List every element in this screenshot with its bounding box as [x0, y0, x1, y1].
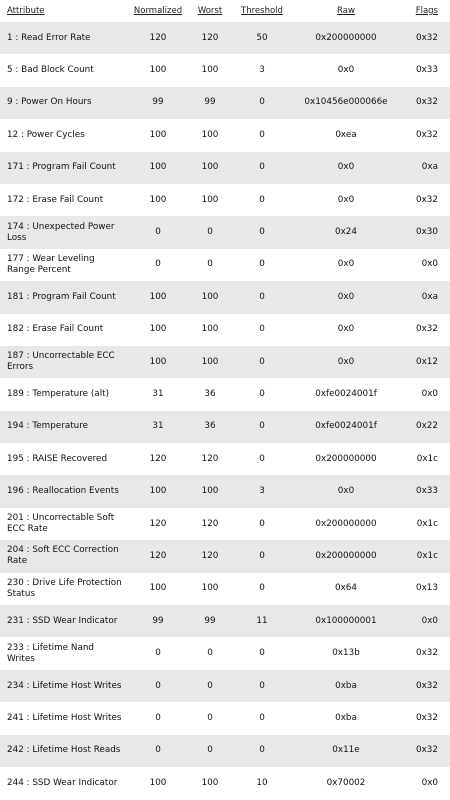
cell-normalized: 99	[128, 605, 188, 637]
cell-raw: 0x0	[292, 184, 400, 216]
cell-normalized: 100	[128, 573, 188, 605]
cell-normalized: 100	[128, 475, 188, 507]
cell-attribute: 9 : Power On Hours	[0, 87, 128, 119]
cell-worst: 120	[188, 443, 232, 475]
cell-flags: 0x30	[400, 216, 450, 248]
cell-raw: 0x0	[292, 281, 400, 313]
cell-worst: 0	[188, 216, 232, 248]
table-row	[0, 605, 450, 637]
cell-worst: 0	[188, 670, 232, 702]
cell-threshold: 10	[232, 767, 292, 799]
table-row	[0, 54, 450, 86]
table-row	[0, 475, 450, 507]
cell-normalized: 99	[128, 87, 188, 119]
cell-worst: 100	[188, 346, 232, 378]
cell-flags: 0x32	[400, 314, 450, 346]
cell-attribute: 12 : Power Cycles	[0, 119, 128, 151]
cell-raw: 0xfe0024001f	[292, 378, 400, 410]
cell-attribute: 201 : Uncorrectable Soft ECC Rate	[0, 508, 128, 540]
cell-raw: 0x0	[292, 54, 400, 86]
cell-normalized: 0	[128, 702, 188, 734]
cell-flags: 0x33	[400, 54, 450, 86]
cell-raw: 0x0	[292, 475, 400, 507]
header-attribute[interactable]: Attribute	[7, 6, 45, 16]
cell-raw: 0x24	[292, 216, 400, 248]
header-worst[interactable]: Worst	[197, 6, 223, 16]
cell-worst: 100	[188, 184, 232, 216]
cell-flags: 0x32	[400, 637, 450, 669]
cell-threshold: 0	[232, 378, 292, 410]
cell-flags: 0x32	[400, 735, 450, 767]
cell-flags: 0x12	[400, 346, 450, 378]
cell-threshold: 0	[232, 540, 292, 572]
cell-worst: 0	[188, 637, 232, 669]
cell-normalized: 100	[128, 184, 188, 216]
cell-flags: 0x0	[400, 378, 450, 410]
table-row	[0, 573, 450, 605]
cell-raw: 0x200000000	[292, 443, 400, 475]
cell-raw: 0x70002	[292, 767, 400, 799]
cell-flags: 0x32	[400, 184, 450, 216]
cell-worst: 100	[188, 152, 232, 184]
cell-threshold: 11	[232, 605, 292, 637]
cell-worst: 100	[188, 475, 232, 507]
cell-raw: 0x64	[292, 573, 400, 605]
cell-normalized: 100	[128, 152, 188, 184]
cell-raw: 0x0	[292, 249, 400, 281]
table-row	[0, 637, 450, 669]
cell-normalized: 31	[128, 411, 188, 443]
cell-threshold: 0	[232, 637, 292, 669]
cell-raw: 0x0	[292, 314, 400, 346]
cell-normalized: 0	[128, 216, 188, 248]
table-row	[0, 87, 450, 119]
cell-normalized: 100	[128, 119, 188, 151]
cell-threshold: 0	[232, 152, 292, 184]
cell-normalized: 0	[128, 249, 188, 281]
cell-flags: 0x13	[400, 573, 450, 605]
cell-worst: 100	[188, 281, 232, 313]
cell-worst: 120	[188, 540, 232, 572]
cell-threshold: 0	[232, 87, 292, 119]
cell-threshold: 0	[232, 573, 292, 605]
table-header-row	[0, 0, 450, 22]
cell-raw: 0x200000000	[292, 508, 400, 540]
cell-attribute: 231 : SSD Wear Indicator	[0, 605, 128, 637]
table-row	[0, 735, 450, 767]
cell-flags: 0x32	[400, 119, 450, 151]
cell-raw: 0xfe0024001f	[292, 411, 400, 443]
cell-attribute: 177 : Wear Leveling Range Percent	[0, 249, 128, 281]
cell-worst: 0	[188, 249, 232, 281]
cell-attribute: 194 : Temperature	[0, 411, 128, 443]
cell-normalized: 120	[128, 443, 188, 475]
cell-raw: 0x13b	[292, 637, 400, 669]
cell-normalized: 100	[128, 54, 188, 86]
cell-attribute: 233 : Lifetime Nand Writes	[0, 637, 128, 669]
cell-flags: 0x32	[400, 670, 450, 702]
cell-raw: 0x0	[292, 346, 400, 378]
cell-attribute: 234 : Lifetime Host Writes	[0, 670, 128, 702]
cell-raw: 0x100000001	[292, 605, 400, 637]
header-flags[interactable]: Flags	[415, 6, 438, 16]
cell-attribute: 1 : Read Error Rate	[0, 22, 128, 54]
cell-normalized: 0	[128, 735, 188, 767]
cell-normalized: 100	[128, 767, 188, 799]
cell-threshold: 0	[232, 508, 292, 540]
table-row	[0, 249, 450, 281]
cell-threshold: 0	[232, 346, 292, 378]
cell-worst: 100	[188, 573, 232, 605]
cell-worst: 0	[188, 702, 232, 734]
cell-attribute: 196 : Reallocation Events	[0, 475, 128, 507]
cell-flags: 0x1c	[400, 443, 450, 475]
cell-threshold: 50	[232, 22, 292, 54]
cell-normalized: 120	[128, 508, 188, 540]
cell-worst: 100	[188, 54, 232, 86]
table-body	[0, 22, 450, 799]
cell-raw: 0x200000000	[292, 22, 400, 54]
cell-threshold: 0	[232, 670, 292, 702]
cell-flags: 0x33	[400, 475, 450, 507]
cell-normalized: 0	[128, 670, 188, 702]
cell-flags: 0x32	[400, 22, 450, 54]
header-normalized[interactable]: Normalized	[133, 6, 183, 16]
table-row	[0, 152, 450, 184]
cell-flags: 0x0	[400, 605, 450, 637]
cell-attribute: 244 : SSD Wear Indicator	[0, 767, 128, 799]
table-row	[0, 314, 450, 346]
cell-attribute: 182 : Erase Fail Count	[0, 314, 128, 346]
cell-raw: 0x0	[292, 152, 400, 184]
cell-raw: 0xea	[292, 119, 400, 151]
cell-attribute: 174 : Unexpected Power Loss	[0, 216, 128, 248]
table-row	[0, 22, 450, 54]
cell-worst: 120	[188, 508, 232, 540]
cell-threshold: 0	[232, 216, 292, 248]
cell-flags: 0x22	[400, 411, 450, 443]
cell-flags: 0x32	[400, 702, 450, 734]
cell-worst: 0	[188, 735, 232, 767]
cell-flags: 0xa	[400, 152, 450, 184]
cell-attribute: 181 : Program Fail Count	[0, 281, 128, 313]
cell-threshold: 0	[232, 119, 292, 151]
cell-normalized: 31	[128, 378, 188, 410]
cell-attribute: 171 : Program Fail Count	[0, 152, 128, 184]
table-row	[0, 378, 450, 410]
cell-raw: 0x200000000	[292, 540, 400, 572]
cell-attribute: 204 : Soft ECC Correction Rate	[0, 540, 128, 572]
cell-threshold: 0	[232, 314, 292, 346]
cell-normalized: 100	[128, 346, 188, 378]
cell-threshold: 0	[232, 443, 292, 475]
cell-flags: 0xa	[400, 281, 450, 313]
cell-worst: 100	[188, 119, 232, 151]
cell-threshold: 0	[232, 735, 292, 767]
header-threshold[interactable]: Threshold	[241, 6, 283, 16]
cell-attribute: 195 : RAISE Recovered	[0, 443, 128, 475]
cell-normalized: 120	[128, 22, 188, 54]
cell-attribute: 187 : Uncorrectable ECC Errors	[0, 346, 128, 378]
header-raw[interactable]: Raw	[337, 6, 355, 16]
cell-flags: 0x32	[400, 87, 450, 119]
cell-threshold: 0	[232, 702, 292, 734]
cell-flags: 0x0	[400, 249, 450, 281]
table-row	[0, 411, 450, 443]
cell-threshold: 0	[232, 281, 292, 313]
cell-attribute: 189 : Temperature (alt)	[0, 378, 128, 410]
cell-threshold: 0	[232, 249, 292, 281]
cell-raw: 0xba	[292, 670, 400, 702]
cell-worst: 36	[188, 411, 232, 443]
cell-threshold: 3	[232, 54, 292, 86]
cell-threshold: 0	[232, 411, 292, 443]
cell-worst: 99	[188, 87, 232, 119]
table-row	[0, 702, 450, 734]
table-row	[0, 281, 450, 313]
table-row	[0, 346, 450, 378]
cell-worst: 100	[188, 767, 232, 799]
cell-raw: 0x10456e000066e	[292, 87, 400, 119]
cell-threshold: 0	[232, 184, 292, 216]
cell-attribute: 172 : Erase Fail Count	[0, 184, 128, 216]
cell-flags: 0x1c	[400, 508, 450, 540]
table-row	[0, 184, 450, 216]
cell-raw: 0x11e	[292, 735, 400, 767]
table-row	[0, 216, 450, 248]
table-row	[0, 670, 450, 702]
cell-attribute: 5 : Bad Block Count	[0, 54, 128, 86]
cell-attribute: 241 : Lifetime Host Writes	[0, 702, 128, 734]
table-row	[0, 767, 450, 799]
cell-worst: 100	[188, 314, 232, 346]
cell-worst: 120	[188, 22, 232, 54]
cell-normalized: 120	[128, 540, 188, 572]
cell-worst: 99	[188, 605, 232, 637]
cell-attribute: 242 : Lifetime Host Reads	[0, 735, 128, 767]
cell-normalized: 100	[128, 314, 188, 346]
cell-worst: 36	[188, 378, 232, 410]
table-row	[0, 508, 450, 540]
cell-normalized: 0	[128, 637, 188, 669]
cell-normalized: 100	[128, 281, 188, 313]
table-row	[0, 443, 450, 475]
table-row	[0, 540, 450, 572]
cell-attribute: 230 : Drive Life Protection Status	[0, 573, 128, 605]
cell-flags: 0x0	[400, 767, 450, 799]
cell-raw: 0xba	[292, 702, 400, 734]
table-row	[0, 119, 450, 151]
cell-threshold: 3	[232, 475, 292, 507]
cell-flags: 0x1c	[400, 540, 450, 572]
